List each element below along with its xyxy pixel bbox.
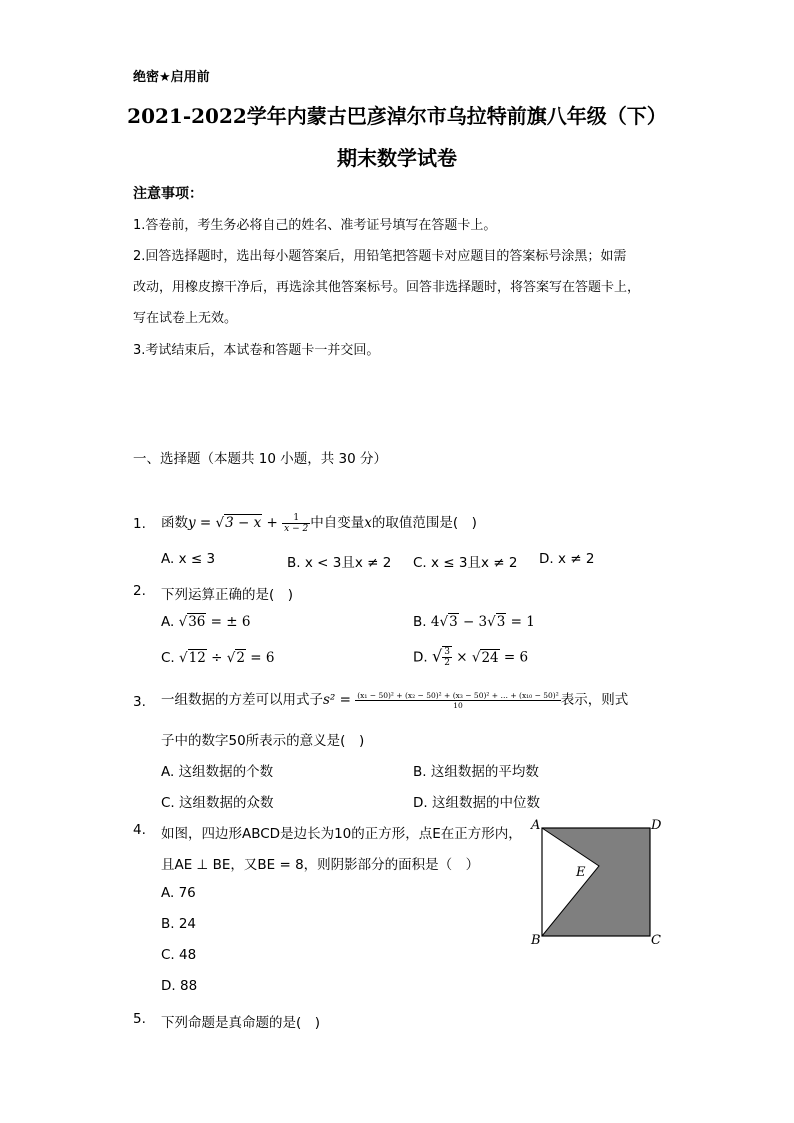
q4-option-d: D. 88 — [161, 978, 198, 994]
q2-c-sqrt2: 2 — [236, 650, 245, 666]
q2-b-coef: 4 — [430, 614, 440, 630]
q4-option-b: B. 24 — [161, 916, 197, 932]
q2-d-frac-num: 3 — [444, 647, 450, 657]
notice-item-3: 3.考试结束后，本试卷和答题卡一并交回。 — [133, 343, 380, 358]
question-number: 5. — [133, 1011, 146, 1027]
q2-d-label: D. — [413, 649, 428, 666]
q1-option-b: B. x < 3且x ≠ 2 — [287, 555, 392, 571]
q1-frac-den: x − 2 — [284, 523, 309, 534]
sqrt-sign: √ — [215, 515, 225, 531]
q2-option-b: B. 4√3 − 3√3 = 1 — [413, 614, 535, 630]
q4-option-a: A. 76 — [161, 885, 196, 901]
q3-option-b: B. 这组数据的平均数 — [413, 764, 539, 780]
q2-d-rest: = 6 — [499, 649, 529, 666]
q2-b-mid: − 3 — [458, 614, 488, 630]
label-d: D — [651, 818, 662, 833]
question-1-stem — [161, 511, 477, 534]
q2-d-frac-den: 2 — [444, 658, 450, 668]
question-number: 2. — [133, 583, 146, 599]
question-2-stem: 下列运算正确的是( ) — [161, 587, 294, 603]
q2-c-rest: = 6 — [245, 650, 275, 666]
q1-post: 的取值范围是( ) — [371, 515, 477, 531]
q3-option-d: D. 这组数据的中位数 — [413, 795, 540, 811]
q3-option-c: C. 这组数据的众数 — [161, 795, 274, 811]
notice-item-2-line2: 改动，用橡皮擦干净后，再选涂其他答案标号。回答非选择题时，将答案写在答题卡上， — [133, 280, 641, 295]
q3-s2: s² = — [323, 692, 356, 708]
question-4-line1: 如图，四边形ABCD是边长为10的正方形，点E在正方形内， — [161, 826, 522, 842]
question-3-line2: 子中的数字50所表示的意义是( ) — [161, 733, 365, 749]
q4-option-c: C. 48 — [161, 947, 197, 963]
notice-item-2-line1: 2.回答选择题时，选出每小题答案后，用铅笔把答题卡对应题目的答案标号涂黑；如需 — [133, 249, 627, 264]
q2-d-mid: × — [451, 649, 472, 666]
q3-frac-num: (x₁ − 50)² + (x₂ − 50)² + (x₃ − 50)² + … + (x₁₀ − 50)² — [357, 690, 559, 700]
question-3-stem — [161, 688, 628, 710]
q2-d-fraction — [442, 647, 452, 668]
question-number: 1. — [133, 516, 146, 532]
label-a: A — [531, 818, 541, 833]
q1-plus: + — [262, 515, 283, 531]
question-number: 3. — [133, 694, 146, 710]
q2-b-label: B. — [413, 614, 427, 630]
q1-y: y — [188, 515, 196, 531]
q1-option-a: A. x ≤ 3 — [161, 551, 216, 567]
q3-fraction — [355, 691, 560, 710]
q1-sqrt-body: 3 − x — [225, 515, 262, 531]
q1-frac-num: 1 — [282, 513, 310, 524]
notice-heading: 注意事项： — [133, 186, 203, 202]
q3-pre: 一组数据的方差可以用式子 — [161, 692, 323, 708]
exam-title-line2: 期末数学试卷 — [337, 146, 457, 170]
exam-title-line1: 2021-2022学年内蒙古巴彦淖尔市乌拉特前旗八年级（下） — [127, 104, 667, 128]
notice-item-1: 1.答卷前，考生务必将自己的姓名、准考证号填写在答题卡上。 — [133, 218, 497, 233]
notice-item-2-line3: 写在试卷上无效。 — [133, 311, 238, 326]
q2-b-sqrt2: 3 — [496, 614, 506, 630]
q2-d-sqrt2: 24 — [481, 649, 499, 666]
q2-b-rest: = 1 — [506, 614, 535, 630]
question-4-line2: 且AE ⊥ BE，又BE = 8，则阴影部分的面积是（ ） — [161, 857, 480, 873]
confidential-mark: 绝密★启用前 — [133, 70, 210, 85]
q2-b-sqrt1: 3 — [449, 614, 458, 630]
q2-option-a: A. √36 = ± 6 — [161, 614, 251, 630]
q1-option-c: C. x ≤ 3且x ≠ 2 — [413, 555, 518, 571]
q1-var: x — [364, 515, 372, 531]
q1-eq: = — [195, 515, 216, 531]
question-number: 4. — [133, 822, 146, 838]
square-figure — [525, 815, 670, 950]
q2-a-label: A. — [161, 614, 175, 630]
shaded-region — [542, 828, 650, 936]
label-b: B — [531, 933, 541, 948]
q2-c-label: C. — [161, 650, 175, 666]
q2-option-d: D. √ $\frac{3}{2}$ × √24 = 6 — [413, 646, 529, 668]
q3-post: 表示，则式 — [560, 692, 629, 708]
q2-option-c: C. √12 ÷ √2 = 6 — [161, 650, 275, 666]
q2-c-sqrt1: 12 — [188, 650, 206, 666]
section-heading: 一、选择题（本题共 10 小题，共 30 分） — [133, 451, 388, 467]
q2-a-rest: = ± 6 — [206, 614, 251, 630]
label-e: E — [576, 865, 586, 880]
q3-option-a: A. 这组数据的个数 — [161, 764, 274, 780]
q2-c-mid: ÷ — [206, 650, 227, 666]
q1-fraction — [282, 513, 310, 534]
q2-a-sqrt: 36 — [188, 614, 206, 630]
q1-pre: 函数 — [161, 515, 188, 531]
label-c: C — [651, 933, 661, 948]
q1-mid: 中自变量 — [310, 515, 365, 531]
q3-frac-den: 10 — [453, 700, 463, 710]
q1-option-d: D. x ≠ 2 — [539, 551, 595, 567]
question-5-stem: 下列命题是真命题的是( ) — [161, 1015, 321, 1031]
